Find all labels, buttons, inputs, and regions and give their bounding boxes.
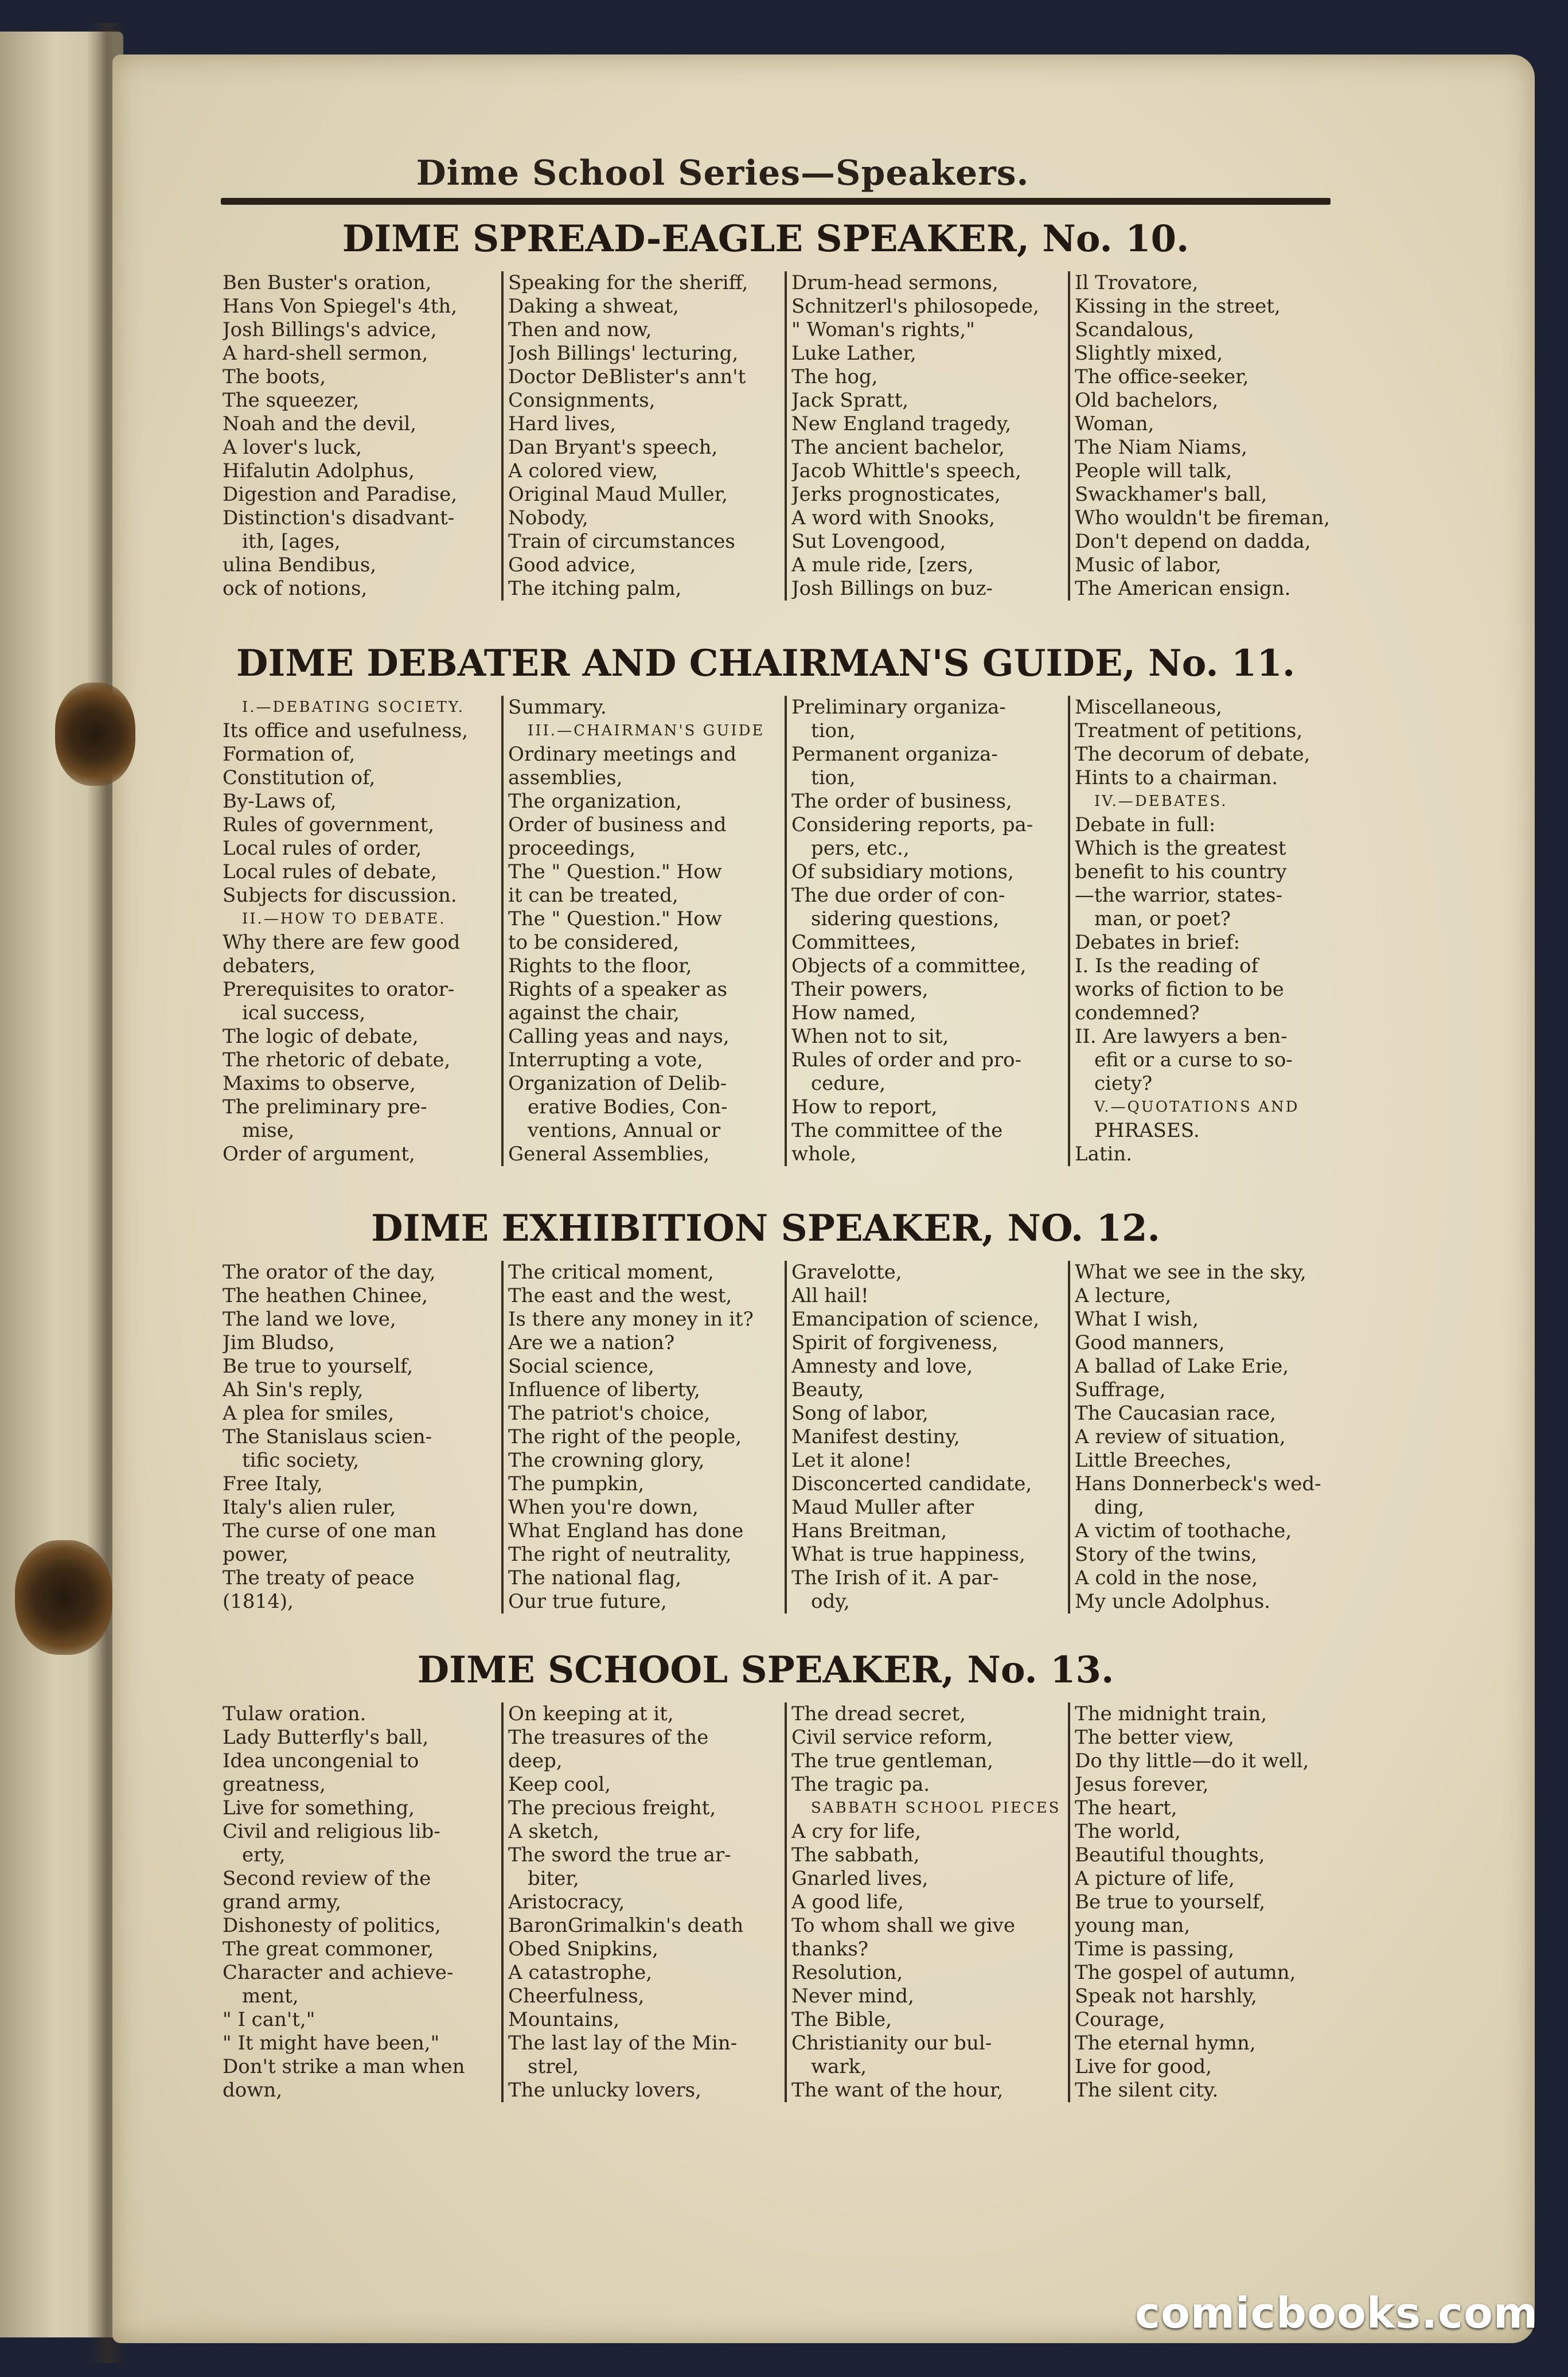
listing-item: Song of labor,: [791, 1402, 929, 1425]
listing-item: The eternal hymn,: [1075, 2032, 1256, 2055]
listing-item: Obed Snipkins,: [508, 1938, 658, 1961]
listing-item: The precious freight,: [508, 1797, 716, 1819]
listing-item: Tulaw oration.: [223, 1702, 366, 1725]
listing-item: Let it alone!: [791, 1449, 912, 1472]
listing-item: ment,: [242, 1985, 299, 2008]
listing-item: benefit to his country: [1075, 860, 1287, 883]
listing-item: Maxims to observe,: [223, 1072, 416, 1095]
listing-column: [785, 696, 1068, 1166]
listing-item: The order of business,: [791, 790, 1012, 813]
listing-column: [785, 1261, 1068, 1614]
listing-item: The " Question." How: [508, 907, 722, 930]
listing-item: pers, etc.,: [811, 837, 910, 860]
listing-item: Don't strike a man when: [223, 2055, 465, 2078]
listing-item: I.—DEBATING SOCIETY.: [242, 699, 465, 716]
listing-item: A word with Snooks,: [791, 506, 996, 529]
listing-item: Josh Billings's advice,: [223, 318, 437, 341]
listing-item: A good life,: [791, 1891, 904, 1914]
listing-column: [218, 1702, 501, 2102]
section-listing-debater-chairmans-guide: [218, 696, 1351, 1166]
listing-item: IV.—DEBATES.: [1094, 793, 1228, 810]
listing-item: A plea for smiles,: [223, 1402, 395, 1425]
listing-item: Speaking for the sheriff,: [508, 271, 748, 294]
listing-item: A cry for life,: [791, 1820, 922, 1843]
listing-item: Story of the twins,: [1075, 1543, 1257, 1566]
listing-item: erty,: [242, 1844, 286, 1866]
listing-item: Gnarled lives,: [791, 1867, 929, 1890]
listing-item: tific society,: [242, 1449, 360, 1472]
listing-item: Beautiful thoughts,: [1075, 1844, 1265, 1866]
listing-item: man, or poet?: [1094, 907, 1231, 930]
listing-item: Gravelotte,: [791, 1261, 902, 1284]
running-head-rule: [221, 198, 1331, 205]
listing-item: The Bible,: [791, 2008, 892, 2031]
listing-item: A review of situation,: [1075, 1425, 1286, 1448]
listing-item: What England has done: [508, 1519, 744, 1542]
listing-item: Speak not harshly,: [1075, 1985, 1257, 2008]
listing-item: What we see in the sky,: [1075, 1261, 1306, 1284]
listing-item: " Woman's rights,": [791, 318, 975, 341]
listing-item: Beauty,: [791, 1378, 864, 1401]
listing-item: Organization of Delib-: [508, 1072, 727, 1095]
listing-item: Who wouldn't be fireman,: [1075, 506, 1330, 529]
listing-item: The itching palm,: [508, 577, 682, 600]
listing-item: ith, [ages,: [242, 530, 341, 553]
listing-item: Dan Bryant's speech,: [508, 436, 718, 459]
listing-item: Josh Billings on buz-: [791, 577, 993, 600]
listing-column: [1068, 696, 1351, 1166]
listing-item: Schnitzerl's philosopede,: [791, 295, 1039, 318]
listing-item: The organization,: [508, 790, 682, 813]
listing-item: Scandalous,: [1075, 318, 1195, 341]
listing-item: Objects of a committee,: [791, 954, 1027, 977]
listing-item: Jim Bludso,: [223, 1331, 335, 1354]
listing-item: A victim of toothache,: [1075, 1519, 1292, 1542]
listing-item: Jesus forever,: [1075, 1773, 1209, 1796]
listing-item: SABBATH SCHOOL PIECES: [811, 1799, 1061, 1817]
listing-item: Distinction's disadvant-: [223, 506, 455, 529]
listing-item: The preliminary pre-: [223, 1096, 427, 1119]
listing-item: Permanent organiza-: [791, 743, 998, 766]
listing-item: The sword the true ar-: [508, 1844, 731, 1866]
listing-item: cedure,: [811, 1072, 886, 1095]
listing-column: [218, 271, 501, 601]
listing-item: Train of circumstances: [508, 530, 735, 553]
listing-item: ulina Bendibus,: [223, 554, 377, 576]
listing-item: Luke Lather,: [791, 342, 916, 365]
listing-item: The Irish of it. A par-: [791, 1567, 999, 1589]
listing-item: Time is passing,: [1075, 1938, 1235, 1961]
listing-item: My uncle Adolphus.: [1075, 1590, 1270, 1613]
listing-item: Rights of a speaker as: [508, 978, 728, 1001]
listing-item: Never mind,: [791, 1985, 914, 2008]
listing-item: Good advice,: [508, 554, 636, 576]
listing-item: A cold in the nose,: [1075, 1567, 1258, 1589]
watermark: comicbooks.com: [1135, 2289, 1538, 2338]
listing-item: What is true happiness,: [791, 1543, 1025, 1566]
listing-item: biter,: [528, 1867, 579, 1890]
listing-item: Resolution,: [791, 1961, 903, 1984]
listing-item: Keep cool,: [508, 1773, 611, 1796]
listing-item: A lover's luck,: [223, 436, 362, 459]
listing-column: [1068, 271, 1351, 601]
listing-item: The patriot's choice,: [508, 1402, 711, 1425]
listing-item: Daking a shweat,: [508, 295, 679, 318]
listing-item: Treatment of petitions,: [1075, 719, 1303, 742]
listing-item: The ancient bachelor,: [791, 436, 1005, 459]
listing-item: Rights to the floor,: [508, 954, 692, 977]
listing-item: efit or a curse to so-: [1094, 1049, 1293, 1071]
listing-column: [501, 696, 785, 1166]
listing-item: Do thy little—do it well,: [1075, 1749, 1309, 1772]
listing-item: Sut Lovengood,: [791, 530, 946, 553]
section-title-spread-eagle-speaker: DIME SPREAD-EAGLE SPEAKER, No. 10.: [342, 217, 1189, 260]
listing-item: Constitution of,: [223, 766, 376, 789]
listing-column: [1068, 1261, 1351, 1614]
listing-item: Why there are few good: [223, 931, 461, 954]
listing-item: III.—CHAIRMAN'S GUIDE: [528, 722, 765, 739]
listing-item: The crowning glory,: [508, 1449, 705, 1472]
listing-item: power,: [223, 1543, 288, 1566]
listing-item: On keeping at it,: [508, 1702, 674, 1725]
listing-item: Free Italy,: [223, 1472, 323, 1495]
listing-item: works of fiction to be: [1075, 978, 1284, 1001]
listing-item: " I can't,": [223, 2008, 315, 2031]
listing-item: The critical moment,: [508, 1261, 714, 1284]
listing-item: The curse of one man: [223, 1519, 436, 1542]
listing-item: Drum-head sermons,: [791, 271, 998, 294]
listing-item: The last lay of the Min-: [508, 2032, 738, 2055]
listing-item: Miscellaneous,: [1075, 696, 1222, 719]
listing-item: The squeezer,: [223, 389, 360, 412]
listing-item: Original Maud Muller,: [508, 483, 728, 506]
listing-item: The gospel of autumn,: [1075, 1961, 1296, 1984]
listing-item: ody,: [811, 1590, 850, 1613]
listing-column: [1068, 1702, 1351, 2102]
listing-item: II.—HOW TO DEBATE.: [242, 910, 446, 928]
listing-item: Manifest destiny,: [791, 1425, 960, 1448]
listing-item: Hans Breitman,: [791, 1519, 947, 1542]
listing-item: tion,: [811, 766, 856, 789]
listing-item: Hard lives,: [508, 412, 617, 435]
listing-item: Hints to a chairman.: [1075, 766, 1278, 789]
listing-item: Are we a nation?: [508, 1331, 675, 1354]
listing-item: Which is the greatest: [1075, 837, 1286, 860]
listing-item: ock of notions,: [223, 577, 368, 600]
listing-item: Debate in full:: [1075, 813, 1216, 836]
listing-item: Kissing in the street,: [1075, 295, 1281, 318]
listing-item: The tragic pa.: [791, 1773, 930, 1796]
listing-item: The dread secret,: [791, 1702, 966, 1725]
listing-item: grand army,: [223, 1891, 342, 1914]
listing-item: A mule ride, [zers,: [791, 554, 974, 576]
listing-item: A colored view,: [508, 459, 658, 482]
listing-item: Subjects for discussion.: [223, 884, 457, 907]
listing-item: The treaty of peace: [223, 1567, 415, 1589]
listing-item: Noah and the devil,: [223, 412, 417, 435]
listing-item: Maud Muller after: [791, 1496, 974, 1519]
listing-item: Christianity our bul-: [791, 2032, 992, 2055]
listing-item: Jacob Whittle's speech,: [791, 459, 1021, 482]
listing-item: Nobody,: [508, 506, 588, 529]
section-listing-school-speaker: [218, 1702, 1351, 2102]
listing-item: wark,: [811, 2055, 867, 2078]
listing-item: The great commoner,: [223, 1938, 434, 1961]
listing-item: What I wish,: [1075, 1308, 1199, 1331]
listing-item: Be true to yourself,: [223, 1355, 414, 1378]
listing-item: The American ensign.: [1075, 577, 1291, 600]
listing-item: Swackhamer's ball,: [1075, 483, 1267, 506]
section-listing-exhibition-speaker: [218, 1261, 1351, 1614]
listing-item: The rhetoric of debate,: [223, 1049, 451, 1071]
listing-item: Summary.: [508, 696, 607, 719]
listing-item: The boots,: [223, 365, 326, 388]
listing-item: The true gentleman,: [791, 1749, 993, 1772]
listing-item: it can be treated,: [508, 884, 678, 907]
listing-item: Lady Butterfly's ball,: [223, 1726, 429, 1749]
listing-item: The land we love,: [223, 1308, 396, 1331]
listing-item: Doctor DeBlister's ann't: [508, 365, 746, 388]
listing-item: How named,: [791, 1002, 916, 1024]
listing-item: Hans Von Spiegel's 4th,: [223, 295, 458, 318]
listing-item: deep,: [508, 1749, 563, 1772]
listing-item: Be true to yourself,: [1075, 1891, 1266, 1914]
listing-item: The " Question." How: [508, 860, 722, 883]
listing-item: Don't depend on dadda,: [1075, 530, 1311, 553]
listing-item: condemned?: [1075, 1002, 1200, 1024]
listing-item: Their powers,: [791, 978, 929, 1001]
listing-item: ical success,: [242, 1002, 366, 1024]
listing-item: Formation of,: [223, 743, 356, 766]
listing-item: Calling yeas and nays,: [508, 1025, 730, 1048]
listing-item: (1814),: [223, 1590, 294, 1613]
listing-column: [218, 696, 501, 1166]
listing-item: To whom shall we give: [791, 1914, 1016, 1937]
listing-item: A hard-shell sermon,: [223, 342, 428, 365]
listing-item: Aristocracy,: [508, 1891, 625, 1914]
listing-item: young man,: [1075, 1914, 1191, 1937]
listing-item: Its office and usefulness,: [223, 719, 469, 742]
listing-item: The east and the west,: [508, 1284, 732, 1307]
listing-item: The world,: [1075, 1820, 1181, 1843]
listing-item: General Assemblies,: [508, 1143, 710, 1166]
listing-column: [785, 271, 1068, 601]
listing-item: to be considered,: [508, 931, 680, 954]
listing-item: PHRASES.: [1094, 1119, 1200, 1142]
listing-item: The better view,: [1075, 1726, 1234, 1749]
listing-item: " It might have been,": [223, 2032, 440, 2055]
listing-item: The committee of the: [791, 1119, 1003, 1142]
listing-item: The pumpkin,: [508, 1472, 645, 1495]
binding-hole-upper: [55, 683, 135, 786]
listing-item: Good manners,: [1075, 1331, 1225, 1354]
listing-item: By-Laws of,: [223, 790, 337, 813]
listing-item: People will talk,: [1075, 459, 1232, 482]
listing-item: erative Bodies, Con-: [528, 1096, 728, 1119]
listing-item: Local rules of order,: [223, 837, 422, 860]
listing-item: The silent city.: [1075, 2079, 1219, 2102]
listing-item: Hifalutin Adolphus,: [223, 459, 415, 482]
listing-item: ventions, Annual or: [528, 1119, 721, 1142]
listing-item: Ah Sin's reply,: [223, 1378, 364, 1401]
listing-item: A sketch,: [508, 1820, 599, 1843]
listing-item: The treasures of the: [508, 1726, 709, 1749]
listing-item: Civil service reform,: [791, 1726, 993, 1749]
listing-item: Music of labor,: [1075, 554, 1222, 576]
listing-item: Then and now,: [508, 318, 652, 341]
listing-item: Social science,: [508, 1355, 654, 1378]
listing-item: How to report,: [791, 1096, 938, 1119]
listing-column: [218, 1261, 501, 1614]
listing-item: BaronGrimalkin's death: [508, 1914, 744, 1937]
listing-item: Woman,: [1075, 412, 1154, 435]
listing-item: The sabbath,: [791, 1844, 920, 1866]
listing-item: The office-seeker,: [1075, 365, 1249, 388]
listing-item: Suffrage,: [1075, 1378, 1166, 1401]
listing-item: Spirit of forgiveness,: [791, 1331, 998, 1354]
listing-item: Consignments,: [508, 389, 656, 412]
listing-item: against the chair,: [508, 1002, 680, 1024]
listing-item: V.—QUOTATIONS AND: [1094, 1098, 1300, 1116]
listing-item: Italy's alien ruler,: [223, 1496, 396, 1519]
listing-item: Character and achieve-: [223, 1961, 454, 1984]
listing-column: [501, 1261, 785, 1614]
listing-item: Of subsidiary motions,: [791, 860, 1014, 883]
listing-item: Disconcerted candidate,: [791, 1472, 1032, 1495]
listing-item: Ben Buster's oration,: [223, 271, 432, 294]
listing-item: Influence of liberty,: [508, 1378, 700, 1401]
listing-column: [501, 1702, 785, 2102]
listing-item: The orator of the day,: [223, 1261, 436, 1284]
listing-item: Jack Spratt,: [791, 389, 909, 412]
listing-item: proceedings,: [508, 837, 636, 860]
listing-item: A ballad of Lake Erie,: [1075, 1355, 1289, 1378]
listing-item: The logic of debate,: [223, 1025, 419, 1048]
listing-item: Order of business and: [508, 813, 727, 836]
listing-item: The decorum of debate,: [1075, 743, 1310, 766]
listing-item: Debates in brief:: [1075, 931, 1241, 954]
listing-item: The right of the people,: [508, 1425, 742, 1448]
listing-column: [785, 1702, 1068, 2102]
listing-item: Cheerfulness,: [508, 1985, 645, 2008]
listing-item: New England tragedy,: [791, 412, 1012, 435]
listing-item: Courage,: [1075, 2008, 1165, 2031]
listing-item: The right of neutrality,: [508, 1543, 732, 1566]
listing-item: All hail!: [791, 1284, 869, 1307]
listing-item: down,: [223, 2079, 283, 2102]
listing-item: tion,: [811, 719, 856, 742]
listing-item: I. Is the reading of: [1075, 954, 1259, 977]
listing-item: Civil and religious lib-: [223, 1820, 440, 1843]
listing-item: The Niam Niams,: [1075, 436, 1247, 459]
listing-item: Latin.: [1075, 1143, 1133, 1166]
listing-item: Idea uncongenial to: [223, 1749, 419, 1772]
listing-item: assemblies,: [508, 766, 623, 789]
listing-item: The due order of con-: [791, 884, 1005, 907]
listing-item: The heart,: [1075, 1797, 1177, 1819]
listing-item: whole,: [791, 1143, 857, 1166]
listing-item: II. Are lawyers a ben-: [1075, 1025, 1288, 1048]
listing-item: The midnight train,: [1075, 1702, 1267, 1725]
listing-item: thanks?: [791, 1938, 869, 1961]
listing-item: Committees,: [791, 931, 916, 954]
listing-item: A catastrophe,: [508, 1961, 653, 1984]
listing-item: Preliminary organiza-: [791, 696, 1006, 719]
listing-item: Amnesty and love,: [791, 1355, 973, 1378]
listing-item: Interrupting a vote,: [508, 1049, 703, 1071]
listing-item: Mountains,: [508, 2008, 620, 2031]
listing-item: Our true future,: [508, 1590, 667, 1613]
listing-item: Live for good,: [1075, 2055, 1212, 2078]
listing-item: Ordinary meetings and: [508, 743, 737, 766]
listing-item: —the warrior, states-: [1075, 884, 1282, 907]
listing-item: A picture of life,: [1075, 1867, 1235, 1890]
listing-item: ding,: [1094, 1496, 1145, 1519]
section-title-school-speaker: DIME SCHOOL SPEAKER, No. 13.: [417, 1649, 1114, 1692]
listing-item: debaters,: [223, 954, 316, 977]
section-listing-spread-eagle-speaker: [218, 271, 1351, 601]
listing-item: Digestion and Paradise,: [223, 483, 458, 506]
listing-item: The want of the hour,: [791, 2079, 1004, 2102]
listing-item: Slightly mixed,: [1075, 342, 1223, 365]
listing-item: The Caucasian race,: [1075, 1402, 1276, 1425]
listing-item: The heathen Chinee,: [223, 1284, 428, 1307]
listing-item: Jerks prognosticates,: [791, 483, 1001, 506]
listing-item: mise,: [242, 1119, 295, 1142]
listing-item: greatness,: [223, 1773, 326, 1796]
listing-item: The Stanislaus scien-: [223, 1425, 432, 1448]
listing-item: The national flag,: [508, 1567, 682, 1589]
listing-item: Emancipation of science,: [791, 1308, 1040, 1331]
listing-item: Considering reports, pa-: [791, 813, 1033, 836]
listing-item: The unlucky lovers,: [508, 2079, 701, 2102]
listing-item: Local rules of debate,: [223, 860, 437, 883]
listing-item: Rules of government,: [223, 813, 435, 836]
listing-item: When you're down,: [508, 1496, 699, 1519]
listing-item: When not to sit,: [791, 1025, 949, 1048]
listing-item: Little Breeches,: [1075, 1449, 1232, 1472]
listing-item: Hans Donnerbeck's wed-: [1075, 1472, 1321, 1495]
listing-item: Order of argument,: [223, 1143, 415, 1166]
section-title-debater-chairmans-guide: DIME DEBATER AND CHAIRMAN'S GUIDE, No. 11.: [236, 642, 1296, 685]
listing-item: Live for something,: [223, 1797, 415, 1819]
section-title-exhibition-speaker: DIME EXHIBITION SPEAKER, NO. 12.: [371, 1207, 1160, 1250]
listing-item: Il Trovatore,: [1075, 271, 1199, 294]
listing-item: sidering questions,: [811, 907, 1000, 930]
listing-item: Is there any money in it?: [508, 1308, 754, 1331]
listing-item: Josh Billings' lecturing,: [508, 342, 739, 365]
listing-item: A lecture,: [1075, 1284, 1172, 1307]
listing-item: Prerequisites to orator-: [223, 978, 455, 1001]
listing-item: The hog,: [791, 365, 878, 388]
listing-column: [501, 271, 785, 601]
listing-item: ciety?: [1094, 1072, 1153, 1095]
listing-item: strel,: [528, 2055, 579, 2078]
listing-item: Dishonesty of politics,: [223, 1914, 441, 1937]
running-head: Dime School Series—Speakers.: [416, 153, 1029, 193]
listing-item: Rules of order and pro-: [791, 1049, 1021, 1071]
listing-item: Old bachelors,: [1075, 389, 1219, 412]
binding-hole-lower: [15, 1540, 112, 1655]
listing-item: Second review of the: [223, 1867, 431, 1890]
